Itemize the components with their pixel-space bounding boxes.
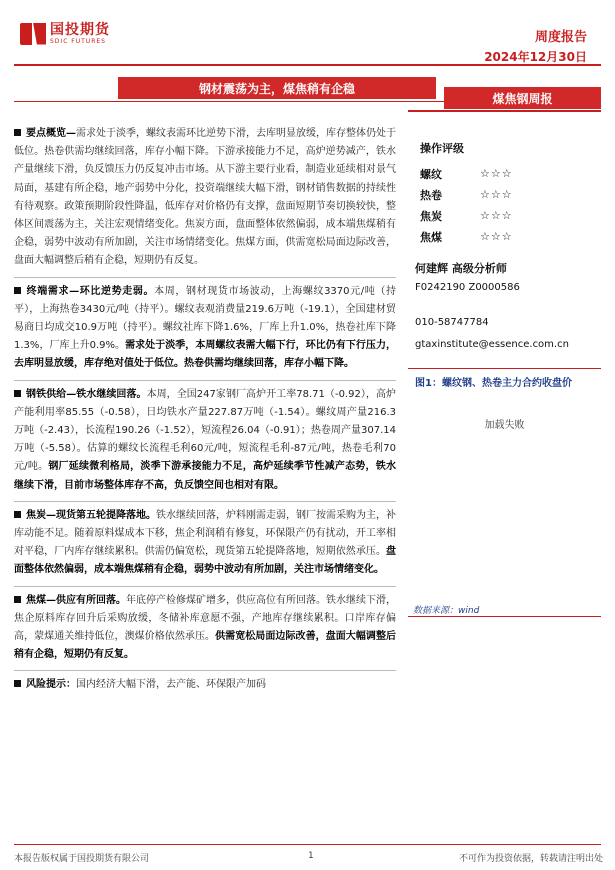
bullet-icon xyxy=(14,596,21,603)
analyst-cert: F0242190 Z0000586 xyxy=(415,282,520,293)
report-title: 钢材震荡为主，煤焦稍有企稳 xyxy=(118,77,436,99)
paragraph-divider xyxy=(14,501,396,502)
logo-en-text: SDIC FUTURES xyxy=(50,38,106,45)
logo-cn-text: 国投期货 xyxy=(50,22,110,38)
figure-title: 图1：螺纹钢、热卷主力合约收盘价 xyxy=(415,378,572,389)
paragraph-divider xyxy=(14,277,396,278)
rating-title: 操作评级 xyxy=(420,142,464,155)
figure-top-divider xyxy=(408,368,601,369)
paragraph-supply: 钢铁供给—铁水继续回落。本周，全国247家钢厂高炉开工率78.71（-0.92），高炉产能利用率85.55（-0.58），日均铁水产量227.87万吨（-1.54）。螺纹周产量216.3万吨（-2.43），长流程190.26（-1.52），短流程26.04（-0.91）；热卷周产量307.14万吨（-5.58）。估算的螺纹长流程毛利60元/吨，短流程毛利-87元/吨，热卷毛利70元/吨。钢厂延续微利格局，淡季下游承接能力不足，高炉延续季节性减产态势，铁水继续下滑，目前市场整体库存不高，负反馈空间也相对有限。 xyxy=(14,388,397,491)
figure-bottom-divider xyxy=(408,616,601,617)
star-rating-icon: ☆☆☆ xyxy=(480,209,513,222)
figure-load-failed-text: 加载失败 xyxy=(484,420,525,431)
bullet-icon xyxy=(14,680,21,687)
rating-row-coke: 焦炭 ☆☆☆ xyxy=(420,209,513,223)
analyst-email[interactable]: gtaxinstitute@essence.com.cn xyxy=(415,339,569,350)
paragraph-divider xyxy=(14,586,396,587)
rating-row-hrc: 热卷 ☆☆☆ xyxy=(420,188,513,202)
footer-disclaimer: 不可作为投资依据，转载请注明出处 xyxy=(458,854,603,864)
report-date: 2024年12月30日 xyxy=(484,50,587,64)
figure-area xyxy=(408,392,601,592)
rating-panel xyxy=(420,140,600,247)
page-number: 1 xyxy=(308,851,314,861)
figure-source: 数据来源：wind xyxy=(413,606,480,616)
paragraph-coking-coal: 焦煤—供应有所回落。年底停产检修煤矿增多，供应高位有所回落。铁水继续下滑，焦企原料库存回升后采购放缓，冬储补库意愿不强，产地库存继续累积。口岸库存偏高，蒙煤通关维持低位，澳煤价格依然承压。供需宽松局面边际改善，盘面大幅调整后稍有企稳，短期仍有反复。 xyxy=(14,594,397,661)
star-rating-icon: ☆☆☆ xyxy=(480,167,513,180)
sidebar-divider xyxy=(408,110,601,112)
analyst-name: 何建辉 高级分析师 xyxy=(415,262,507,275)
report-type: 周度报告 xyxy=(534,30,587,45)
main-content xyxy=(14,125,396,701)
paragraph-demand: 终端需求—环比逆势走弱。本周，钢材现货市场波动，上海螺纹3370元/吨（持平），上海热卷3430元/吨（持平）。螺纹表观消费量219.6万吨（-19.1），全国建材贸易商日均成交10.9万吨（持平）。螺纹社库下降1.6%，厂库上升1.0%，热卷社库下降1.3%，厂库上升0.9%。需求处于淡季，本周螺纹表需大幅下行，环比仍有下行压力，去库明显放缓，库存绝对值处于低位。热卷供需均继续回落，库存小幅下降。 xyxy=(14,285,397,370)
bullet-icon xyxy=(14,390,21,397)
star-rating-icon: ☆☆☆ xyxy=(480,230,513,243)
rating-row-coking-coal: 焦煤 ☆☆☆ xyxy=(420,230,513,244)
analyst-phone: 010-58747784 xyxy=(415,317,489,328)
section-banner: 煤焦钢周报 xyxy=(444,87,601,109)
paragraph-coke: 焦炭—现货第五轮提降落地。铁水继续回落，炉料刚需走弱，钢厂按需采购为主，补库动能不足。随着原料煤成本下移，焦企利润稍有修复，环保限产仍有扰动，开工率相对平稳，厂内库存继续累积。供需仍偏宽松，现货第五轮提降落地，短期依然承压。盘面整体依然偏弱，成本端焦煤稍有企稳，弱势中波动有所加剧，关注市场情绪变化。 xyxy=(14,509,396,576)
star-rating-icon: ☆☆☆ xyxy=(480,188,513,201)
bullet-icon xyxy=(14,129,21,136)
paragraph-summary: 要点概览—需求处于淡季，螺纹表需环比逆势下滑，去库明显放缓，库存整体仍处于低位。热卷供需均继续回落，库存小幅下降。下游承接能力不足，高炉逆势减产，铁水产量继续下滑，负反馈压力仍反复冲击市场。从下游主要行业看，制造业延续相对景气局面，基建有所企稳，地产弱势中分化，投资端继续大幅下滑，钢材销售数据的持续性有待观察。政策预期阶段性降温，低库存对价格仍有支撑，盘面短期节奏切换较快，整体区间震荡为主，关注宏观情绪变化。焦炭方面，盘面整体依然偏弱，成本端焦煤稍有企稳，弱势中波动有所加剧，关注市场情绪变化。焦煤方面，供需宽松局面边际改善，盘面大幅调整后稍有企稳，短期仍有反复。 xyxy=(14,128,396,267)
footer-divider xyxy=(14,844,601,845)
bullet-icon xyxy=(14,287,21,294)
rating-row-rebar: 螺纹 ☆☆☆ xyxy=(420,167,513,181)
footer-copyright: 本报告版权属于国投期货有限公司 xyxy=(14,854,150,864)
paragraph-risk: 风险提示：国内经济大幅下滑，去产能、环保限产加码 xyxy=(14,676,396,694)
header-divider xyxy=(14,64,601,66)
paragraph-divider xyxy=(14,380,396,381)
logo-mark-icon xyxy=(20,23,46,45)
paragraph-divider xyxy=(14,670,396,671)
company-logo xyxy=(20,22,110,45)
bullet-icon xyxy=(14,511,21,518)
